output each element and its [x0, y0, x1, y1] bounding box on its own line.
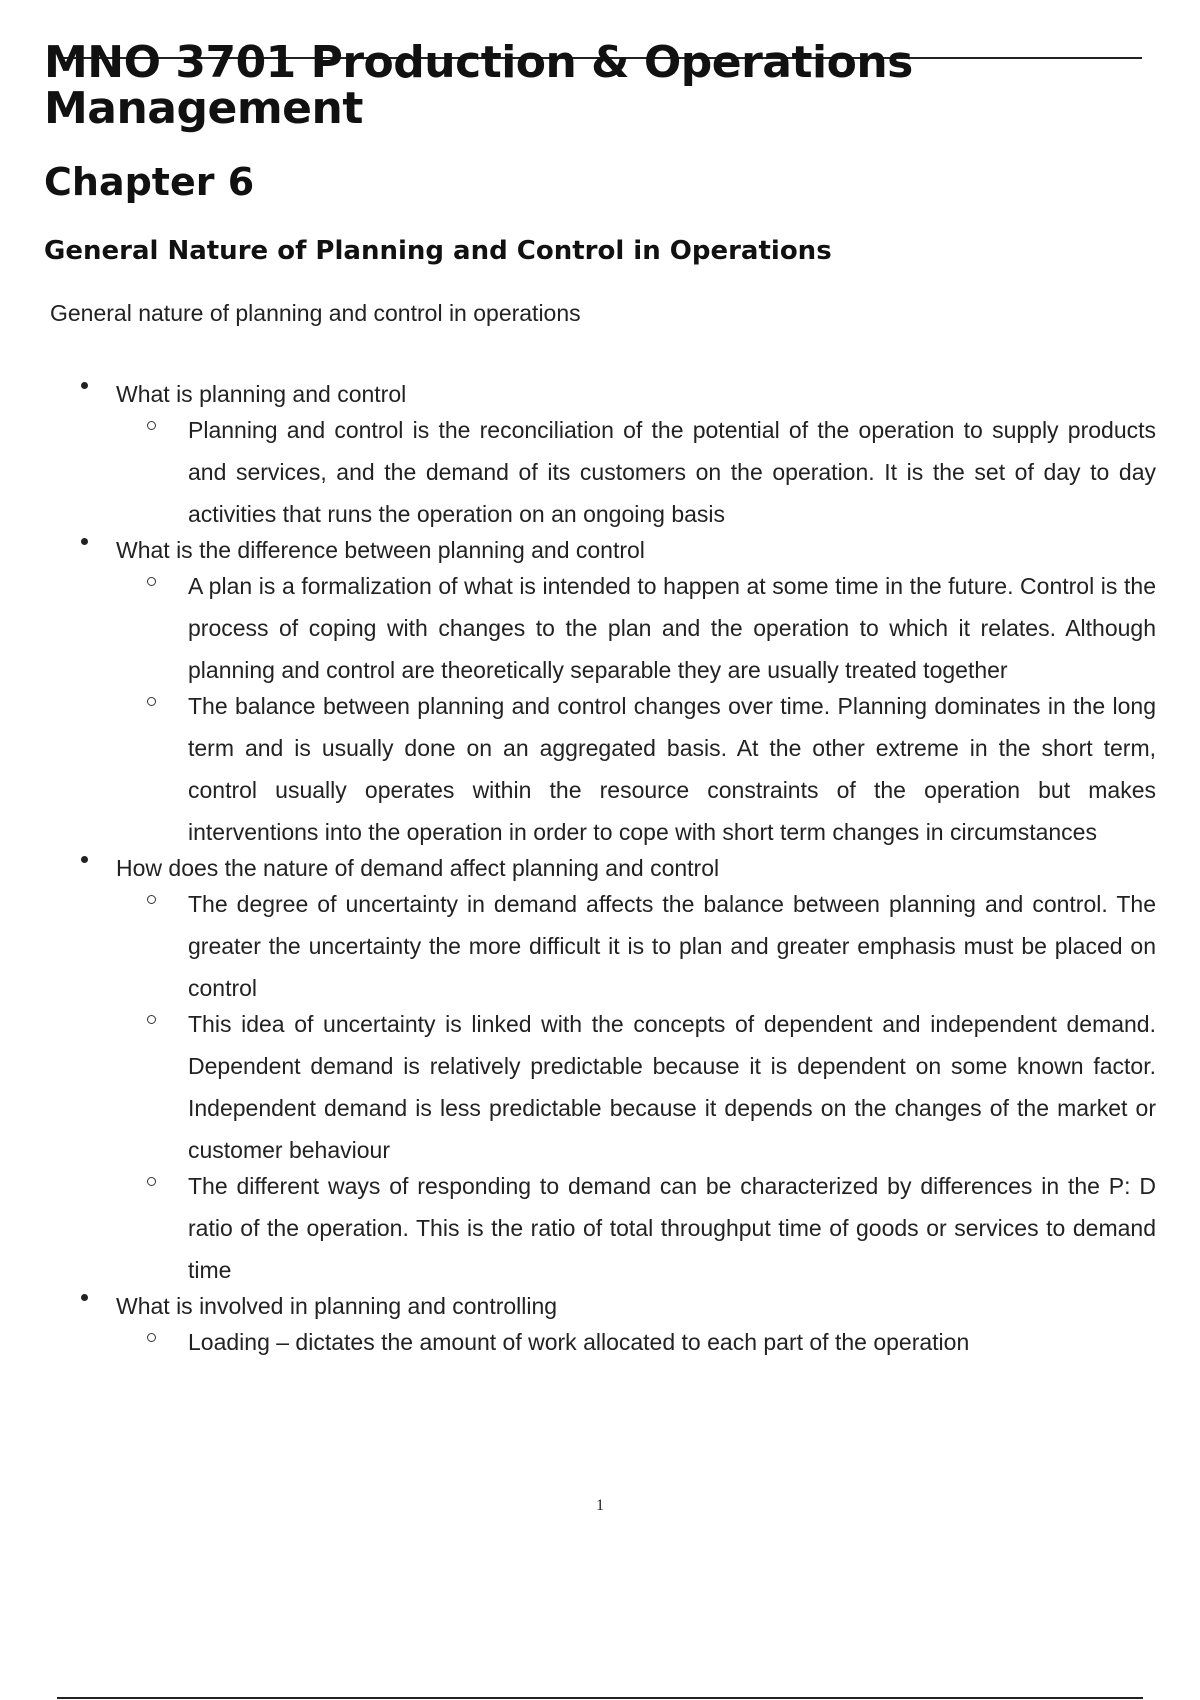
- sub-bullet-item: [116, 883, 1156, 1009]
- filled-bullet-icon: [81, 538, 88, 545]
- hollow-bullet-icon: [147, 895, 156, 904]
- hollow-bullet-icon: [147, 577, 156, 586]
- bullet-item: [44, 529, 1156, 853]
- bullet-text: What is the difference between planning and control: [116, 537, 645, 563]
- sub-bullet-text: This idea of uncertainty is linked with the concepts of dependent and independent demand. Dependent demand is relatively predictable because it is dependent on some known factor. Independent demand is less predictable because it depends on the changes of the market or customer behaviour: [188, 1011, 1156, 1163]
- sub-bullet-text: Loading – dictates the amount of work allocated to each part of the operation: [188, 1329, 970, 1355]
- sub-bullet-list: [116, 883, 1156, 1291]
- sub-bullet-item: [116, 1003, 1156, 1171]
- filled-bullet-icon: [81, 1294, 88, 1301]
- bullet-list: [44, 373, 1156, 1363]
- hollow-bullet-icon: [147, 421, 156, 430]
- document-title: [44, 37, 1156, 134]
- sub-bullet-item: [116, 565, 1156, 691]
- sub-bullet-text: The balance between planning and control changes over time. Planning dominates in the long term and is usually done on an aggregated basis. At the other extreme in the short term, control usually operates within the resource constraints of the operation but makes interventions into the operation in order to cope with short term changes in circumstances: [188, 693, 1156, 845]
- sub-bullet-item: [116, 409, 1156, 535]
- hollow-bullet-icon: [147, 697, 156, 706]
- hollow-bullet-icon: [147, 1177, 156, 1186]
- bullet-text: How does the nature of demand affect planning and control: [116, 855, 720, 881]
- section-title: General Nature of Planning and Control in Operations: [44, 236, 832, 266]
- hollow-bullet-icon: [147, 1333, 156, 1342]
- bullet-item: [44, 847, 1156, 1291]
- sub-bullet-text: A plan is a formalization of what is intended to happen at some time in the future. Control is the process of coping with changes to the plan and the operation to which it relates. Although planning and control are theoretically separable they are usually treated together: [188, 573, 1156, 683]
- bullet-text: What is involved in planning and controlling: [116, 1293, 558, 1319]
- sub-bullet-text: The degree of uncertainty in demand affects the balance between planning and control. The greater the uncertainty the more difficult it is to plan and greater emphasis must be placed on control: [188, 891, 1156, 1001]
- sub-bullet-item: [116, 685, 1156, 853]
- document-title-line-2: Management: [44, 83, 363, 134]
- sub-bullet-text: The different ways of responding to demand can be characterized by differences in the P: D ratio of the operation. This is the ratio of total throughput time of goods or services to demand time: [188, 1173, 1156, 1283]
- footer-rule: [57, 1697, 1143, 1699]
- intro-text: General nature of planning and control in operations: [50, 300, 581, 326]
- sub-bullet-list: [116, 565, 1156, 853]
- sub-bullet-list: [116, 1321, 1156, 1363]
- sub-bullet-list: [116, 409, 1156, 535]
- filled-bullet-icon: [81, 856, 88, 863]
- bullet-item: [44, 1285, 1156, 1363]
- document-body: [44, 37, 1156, 1363]
- filled-bullet-icon: [81, 382, 88, 389]
- chapter-heading: Chapter 6: [44, 160, 255, 204]
- bullet-item: [44, 373, 1156, 535]
- bullet-text: What is planning and control: [116, 381, 407, 407]
- page-number: 1: [596, 1497, 604, 1514]
- sub-bullet-text: Planning and control is the reconciliation of the potential of the operation to supply products and services, and the demand of its customers on the operation. It is the set of day to day activities that runs the operation on an ongoing basis: [188, 417, 1156, 527]
- sub-bullet-item: [116, 1165, 1156, 1291]
- hollow-bullet-icon: [147, 1015, 156, 1024]
- sub-bullet-item: [116, 1321, 1156, 1363]
- document-title-line-1: MNO 3701 Production & Operations: [44, 37, 913, 88]
